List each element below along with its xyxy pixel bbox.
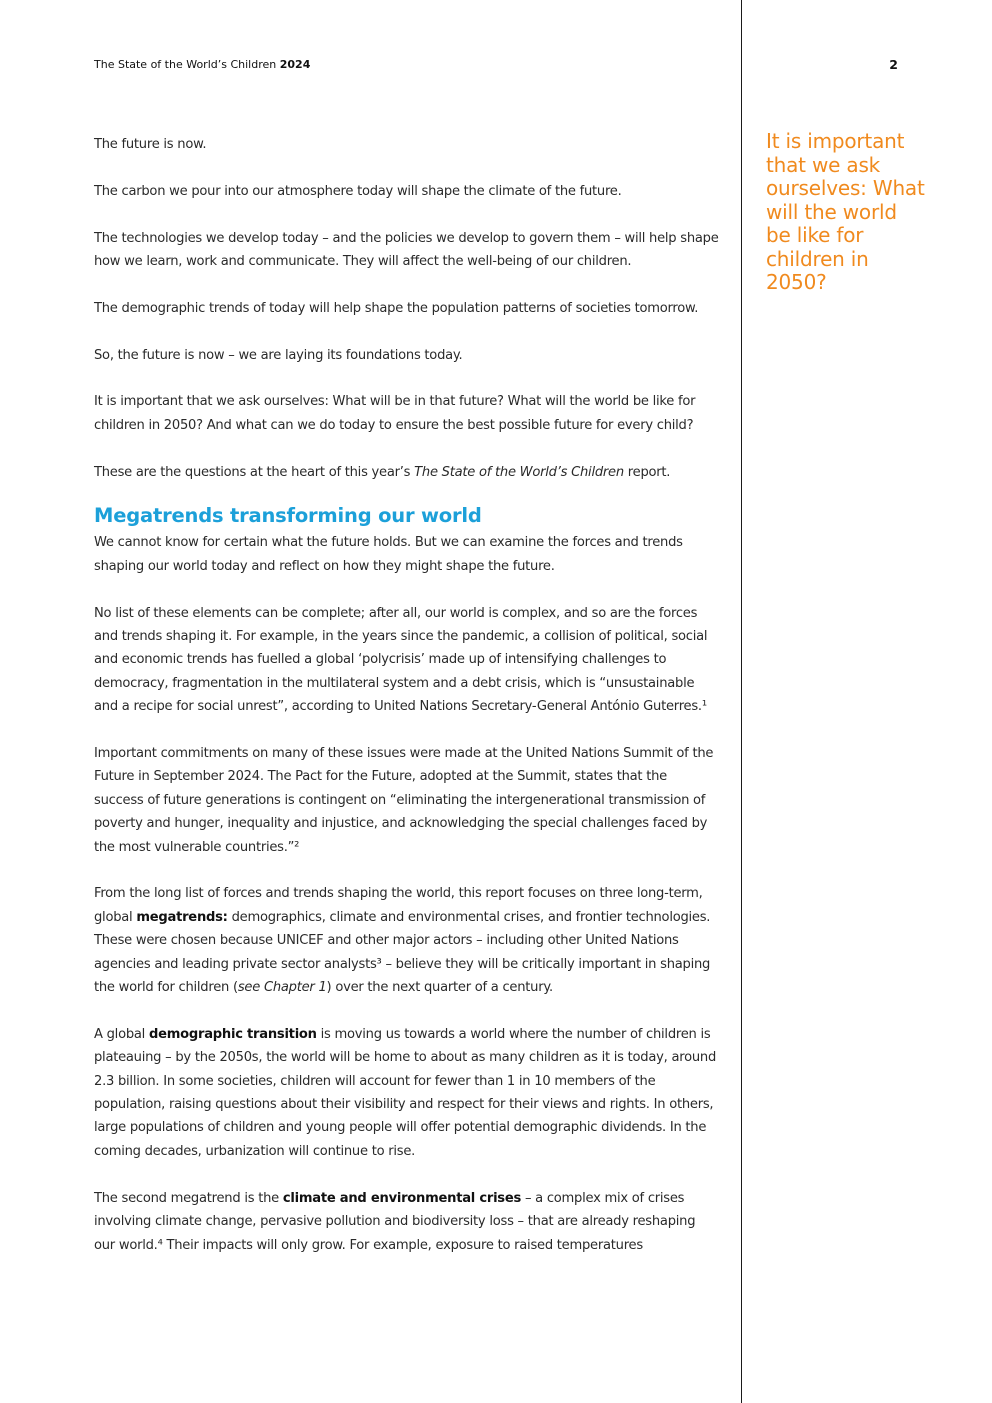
section-heading: Megatrends transforming our world [94, 504, 482, 528]
chapter-reference: see Chapter 1 [237, 980, 327, 996]
intro-paragraph: These are the questions at the heart of this year’s The State of the World’s Children report. [94, 464, 671, 480]
body-paragraph: From the long list of forces and trends shaping the world, this report focuses on three long-term, global megatrends: demographics, climate and environmental crises, and frontier technologies. These were chosen because UNICEF and other major actors – including other United Nations agencies and leading private sector analysts³ – believe they will be critically important in shaping the world for children (see Chapter 1) over the next quarter of a century. [94, 886, 711, 996]
report-name-italic: The State of the World’s Children [414, 464, 624, 480]
pull-quote: It is important that we ask ourselves: What will the world be like for children in 2050? [766, 129, 925, 294]
climate-crises-term: climate and environmental crises [282, 1190, 522, 1206]
body-paragraph: No list of these elements can be complete; after all, our world is complex, and so are the forces and trends shaping it. For example, in the years since the pandemic, a collision of political, social and economic trends has fuelled a global ‘polycrisis’ made up of intensifying challenges to democracy, fragmentation in the multilateral system and a debt crisis, which is “unsustainable and a recipe for social unrest”, according to United Nations Secretary-General António Guterres.¹ [94, 605, 708, 715]
intro-paragraph: It is important that we ask ourselves: What will be in that future? What will the world be like for children in 2050? And what can we do today to ensure the best possible future for every child? [94, 394, 696, 433]
report-title: The State of the World’s Children 2024 [94, 58, 311, 71]
report-year: 2024 [279, 58, 311, 71]
intro-paragraph: The demographic trends of today will help shape the population patterns of societies tomorrow. [94, 300, 699, 316]
intro-paragraph: The future is now. [94, 137, 207, 152]
body-paragraph: We cannot know for certain what the future holds. But we can examine the forces and trends shaping our world today and reflect on how they might shape the future. [94, 535, 683, 574]
demographic-transition-term: demographic transition [148, 1026, 317, 1042]
intro-paragraph: The carbon we pour into our atmosphere today will shape the climate of the future. [94, 183, 622, 199]
intro-paragraph: So, the future is now – we are laying its foundations today. [94, 347, 463, 363]
intro-paragraph: The technologies we develop today – and the policies we develop to govern them – will help shape how we learn, work and communicate. They will affect the well-being of our children. [94, 230, 719, 269]
page-header [94, 58, 898, 74]
body-paragraph: A global demographic transition is moving us towards a world where the number of children is plateauing – by the 2050s, the world will be home to about as many children as it is today, around 2.3 billion. In some societies, children will account for fewer than 1 in 10 members of the population, raising questions about their visibility and respect for their views and rights. In others, large populations of children and young people will offer potential demographic dividends. In the coming decades, urbanization will continue to rise. [94, 1026, 717, 1159]
megatrends-term: megatrends: [136, 909, 228, 925]
column-divider [741, 0, 742, 1403]
page-number: 2 [889, 57, 898, 72]
body-paragraph: Important commitments on many of these issues were made at the United Nations Summit of the Future in September 2024. The Pact for the Future, adopted at the Summit, states that the success of future generations is contingent on “eliminating the intergenerational transmission of poverty and hunger, inequality and injustice, and acknowledging the special challenges faced by the most vulnerable countries.”² [94, 746, 714, 855]
body-paragraph: The second megatrend is the climate and environmental crises – a complex mix of crises involving climate change, pervasive pollution and biodiversity loss – that are already reshaping our world.⁴ Their impacts will only grow. For example, exposure to raised temperatures [94, 1190, 696, 1253]
main-text-column [94, 133, 719, 1280]
